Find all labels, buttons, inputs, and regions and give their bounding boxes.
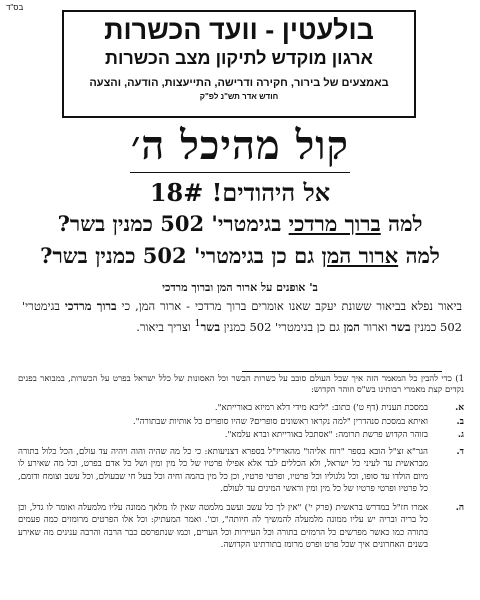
footnote-text: אמרו חז"ל במדרש בראשית (פרק י') "אין לך כל עשב ועשב מלמטה שאין לו מלאך ממונה עליו מלמעלה ואומר לו גדל, וכן כל בריה ובריה יש עליו ממונה מלמעלה להמשיך לה חיותה", וכו'. ואמר המעתיק: וכל אלו הפרטים מרומזים כמה פעמים בתורה כמו כאשר מפרשים כל הרמזים בתורה וכל העיירות וכל הערים, וכמו שנתפרסם כבר הרבה והרבה ענינים מה שאירע בשנים האחרונים איך שכל פרט ופרט מרומז בתורתינו הקדושה. (18, 502, 428, 550)
question-2-pre: למה (398, 243, 440, 268)
footnote-text: במסכת תענית (דף ט') כתוב: "ליכא מידי דלא רמיזא באורייתא". (214, 403, 428, 413)
body-text-1: ביאור נפלא בביאור ששונת יעקב שאנו אומרים ברוך מרדכי - ארור המן, כי (116, 299, 462, 313)
body-paragraph (22, 298, 462, 336)
footnote-letter: ב. (456, 416, 464, 427)
footnote-reference: 1 (194, 318, 201, 329)
footnote-item (18, 402, 464, 415)
body-text-5: וצריך ביאור. (136, 319, 195, 334)
footnote-letter: א. (455, 403, 464, 413)
body-bold-3: המן (343, 319, 360, 334)
org-title: בולעטין - וועד הכשרות (104, 15, 374, 45)
org-subtitle: ארגון מוקדש לתיקון מצב הכשרות (105, 48, 373, 68)
heading-to-jews: אל היהודים! 18# (149, 178, 331, 207)
footnote-text: בזוהר הקדוש פרשת תרומה: "אסתכל באורייתא וברא עלמא". (224, 430, 428, 440)
question-1 (8, 210, 472, 238)
footnote-list (18, 402, 464, 553)
footnote-text: הגר"א זצ"ל הובא בספר "רוח אליהו" מהאריז"ל בספרא דצניעותא: כי כל מה שהיה והוה ויהיה עד עולם, הכל כלול בתורה מבראשית עד לעיני כל ישראל, ולא הכללים לבד אלא אפילו פרטיו של כל מין ומין ושל כל אדם בפרט, וכל מה שאירע לו מיום הולדו עד סופו, וכל גלגוליו וכל פרטיו, ופרטי פרטיו, וכן כל מין בהמה וחיה וכל בעל חי שבעולם, וכל עשב וצומח ודומם, כל פרטיו ופרטי פרטיו של כל מין ומין וראשי המינים עד לעולם. (18, 446, 428, 494)
corner-mark: בס"ד (6, 3, 24, 12)
footnote-item (18, 416, 464, 429)
body-text-4: גם כן בגימטרי' 502 כמנין (220, 319, 344, 334)
question-2 (8, 242, 472, 270)
question-2-underlined: ארור המן (321, 243, 399, 268)
footnote-letter: ה. (455, 502, 464, 513)
body-bold-1: ברוך מרדכי (64, 299, 117, 313)
footnote-item (18, 429, 464, 442)
footnote-item (18, 502, 464, 552)
issue-date: חודש אדר תש"נ לפ"ק (199, 92, 279, 101)
footnote-text: ואיתא במסכת סנהדרין "למה נקראו ראשונים סופרים? שהיו סופרים כל אותיות שבתורה". (132, 416, 428, 427)
footnote-letter: ג. (457, 430, 464, 440)
body-text-2: בגימטרי' 502 כמנין (22, 299, 462, 334)
body-bold-2: בשר (391, 319, 411, 334)
section-title: ב' אופנים על ארור המן וברוך מרדכי (162, 281, 318, 294)
org-means-line: באמצעים של בירור, חקירה ודרישה, התייעצות, הודעה, והצעה (89, 77, 389, 89)
footnote-item (18, 446, 464, 496)
footnote-divider (242, 371, 442, 372)
title-underline (130, 172, 350, 173)
question-1-post: בגימטרי' 502 כמנין בשר? (57, 211, 289, 236)
question-1-pre: למה (380, 211, 423, 236)
question-1-underlined: ברוך מרדכי (288, 211, 381, 236)
footnote-letter: ד. (456, 446, 464, 457)
question-2-post: גם כן בגימטרי' 502 כמנין בשר? (40, 243, 322, 268)
footnote-intro: 1) כדי להבין כל המאמר הזה איך שכל העולם סובב על כשרות הבשר וכל האסונות של כלל ישראל בפרט על הכשרות, במבואר בפנים נקדים קצת מאמרי רבותינו בש"ס וזוהר הקדוש: (18, 374, 464, 395)
body-text-3: וארור (359, 319, 392, 334)
body-bold-4: בשר (200, 319, 220, 334)
masthead-box (62, 10, 416, 118)
main-title: קול מהיכל ה׳ (131, 122, 349, 169)
